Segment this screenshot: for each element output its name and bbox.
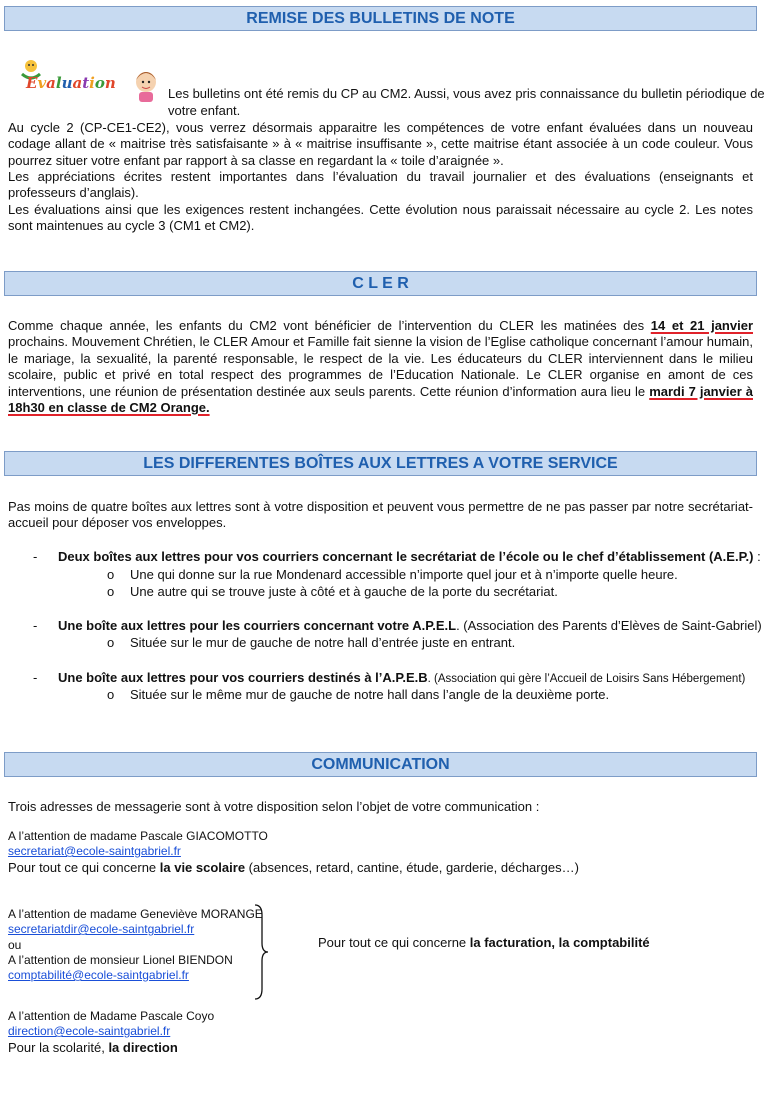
contact-4-email-link[interactable]: direction@ecole-saintgabriel.fr: [8, 1024, 171, 1038]
bullet-circle: o: [107, 567, 115, 582]
section-title-cler: C L E R: [4, 271, 757, 296]
cler-meeting: mardi 7 janvier à 18h30 en classe de CM2 Orange.: [8, 383, 753, 416]
contact-2-name: A l’attention de madame Geneviève MORANGE: [8, 907, 263, 921]
contact-1-desc-a: Pour tout ce qui concerne: [8, 860, 160, 875]
evaluation-logo-text: Evaluation: [26, 74, 116, 92]
bulletins-paragraph-2: Les appréciations écrites restent importantes dans l’évaluation du travail journalier et des évaluations (enseignants et professeurs d’anglais).: [8, 169, 753, 201]
contact-1-desc-c: (absences, retard, cantine, étude, garderie, décharges…): [245, 860, 579, 875]
contact-4-email[interactable]: [8, 1023, 170, 1039]
cler-text-b: prochains. Mouvement Chrétien, le CLER Amour et Famille fait sienne la vision de l’Eglise catholique concernant l’amour humain, le mariage, la sexualité, la parenté responsable, le respect de la vie. Les éducateurs du CLER interviennent dans le milieu scolaire, public et privé en total respect des programmes de l’Education Nationale. Le CLER organise en amont de ces interventions, une réunion de présentation destinée aux seuls parents. Cette réunion d’information aura lieu le: [8, 334, 753, 399]
section-title-boites: LES DIFFERENTES BOÎTES AUX LETTRES A VOTRE SERVICE: [4, 451, 757, 476]
boites-item-3: [58, 670, 745, 687]
boites-intro: Pas moins de quatre boîtes aux lettres sont à votre disposition et peuvent vous permettre de ne pas passer par notre secrétariat-accueil pour déposer vos enveloppes.: [8, 499, 753, 531]
bullet-circle: o: [107, 687, 115, 702]
contact-1-description: [8, 860, 579, 876]
contact-3-email-link[interactable]: comptabilité@ecole-saintgabriel.fr: [8, 968, 189, 982]
evaluation-logo: [18, 58, 168, 104]
right-brace-icon: [252, 903, 270, 1001]
contact-4-desc-b: la direction: [108, 1040, 178, 1055]
boites-item-2-tail: . (Association des Parents d’Elèves de Saint-Gabriel): [456, 618, 762, 633]
bullet-dash: -: [33, 618, 38, 633]
boites-item-2: [58, 618, 762, 634]
boites-item-1-sub-2: Une autre qui se trouve juste à côté et à gauche de la porte du secrétariat.: [130, 584, 558, 599]
contact-1-email[interactable]: [8, 843, 181, 859]
contact-1-email-link[interactable]: secretariat@ecole-saintgabriel.fr: [8, 844, 181, 858]
contact-4-description: [8, 1040, 178, 1056]
communication-intro: Trois adresses de messagerie sont à votre disposition selon l’objet de votre communication :: [8, 799, 540, 814]
boites-item-1-sub-1: Une qui donne sur la rue Mondenard accessible n’importe quel jour et à n’importe quelle heure.: [130, 567, 678, 582]
bulletins-paragraph-3: Les évaluations ainsi que les exigences restent inchangées. Cette évolution nous paraissait nécessaire au cycle 2. Les notes sont maintenues au cycle 3 (CM1 et CM2).: [8, 202, 753, 234]
boites-item-2-sub-1: Située sur le mur de gauche de notre hall d’entrée juste en entrant.: [130, 635, 516, 650]
boites-item-1-tail: :: [753, 549, 761, 564]
contact-3-email[interactable]: [8, 967, 189, 983]
section-title-communication: COMMUNICATION: [4, 752, 757, 777]
bulletins-intro-line2: votre enfant.: [168, 103, 241, 118]
contact-4-name: A l’attention de Madame Pascale Coyo: [8, 1009, 215, 1023]
contact-2-email-link[interactable]: secretariatdir@ecole-saintgabriel.fr: [8, 922, 195, 936]
contact-2-3-description: [318, 935, 650, 951]
contact-1-name: A l’attention de madame Pascale GIACOMOTTO: [8, 829, 268, 843]
bullet-circle: o: [107, 584, 115, 599]
bulletins-intro-line1: Les bulletins ont été remis du CP au CM2. Aussi, vous avez pris connaissance du bulletin périodique de: [168, 86, 765, 101]
contact-2-email[interactable]: [8, 921, 194, 937]
bullet-circle: o: [107, 635, 115, 650]
bullet-dash: -: [33, 670, 38, 685]
boites-item-3-sub-1: Située sur le même mur de gauche de notre hall dans l’angle de la deuxième porte.: [130, 687, 610, 702]
cler-text-a: Comme chaque année, les enfants du CM2 vont bénéficier de l’intervention du CLER les matinées des: [8, 318, 651, 333]
boites-item-2-bold: Une boîte aux lettres pour les courriers concernant votre A.P.E.L: [58, 618, 457, 633]
bulletins-paragraph-1: Au cycle 2 (CP-CE1-CE2), vous verrez désormais apparaitre les compétences de votre enfant évaluées dans un nouveau codage allant de « maitrise très satisfaisante » à « maitrise insuffisante », cette maitrise étant associée à un code couleur. Vous pourrez situer votre enfant par rapport à sa classe en regardant la « toile d’araignée ».: [8, 120, 753, 168]
contact-or: ou: [8, 938, 22, 952]
section-title-bulletins: REMISE DES BULLETINS DE NOTE: [4, 6, 757, 31]
contact-2-3-desc-a: Pour tout ce qui concerne: [318, 935, 470, 950]
boites-item-3-tail: . (Association qui gère l’Accueil de Loisirs Sans Hébergement): [427, 673, 746, 685]
bullet-dash: -: [33, 549, 38, 564]
contact-3-name: A l’attention de monsieur Lionel BIENDON: [8, 953, 233, 967]
contact-1-desc-b: la vie scolaire: [159, 860, 246, 875]
boites-item-3-bold: Une boîte aux lettres pour vos courriers destinés à l’A.P.E.B: [58, 670, 428, 685]
boites-item-1: [58, 549, 761, 565]
boites-item-1-bold: Deux boîtes aux lettres pour vos courriers concernant le secrétariat de l’école ou le chef d’établissement (A.E.P.): [58, 549, 754, 564]
cler-paragraph: [8, 318, 753, 416]
contact-2-3-desc-b: la facturation, la comptabilité: [469, 935, 650, 950]
cler-dates: 14 et 21 janvier: [650, 318, 753, 333]
contact-4-desc-a: Pour la scolarité,: [8, 1040, 109, 1055]
